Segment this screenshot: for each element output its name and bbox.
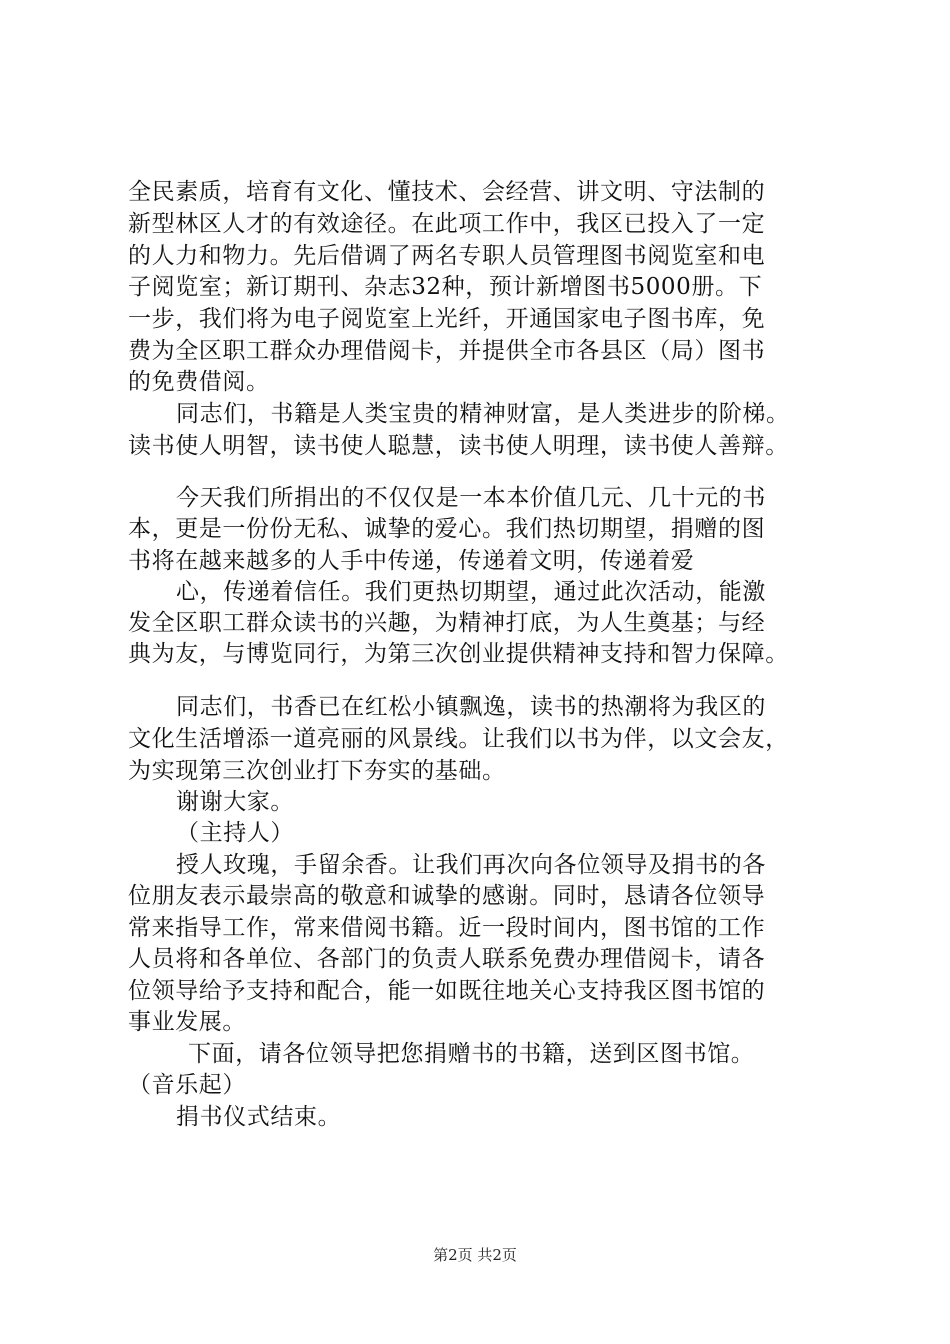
text-line: 常来指导工作，常来借阅书籍。近一段时间内，图书馆的工作 <box>128 915 766 941</box>
text-line: （音乐起） <box>128 1072 246 1098</box>
text-line: 的免费借阅。 <box>128 369 270 395</box>
text-line: 下面，请各位领导把您捐赠书的书籍，送到区图书馆。 <box>188 1041 755 1067</box>
text-line: 为实现第三次创业打下夯实的基础。 <box>128 758 506 784</box>
text-line: 心，传递着信任。我们更热切期望，通过此次活动，能激 <box>176 579 766 605</box>
text-line: 费为全区职工群众办理借阅卡，并提供全市各县区（局）图书 <box>128 338 766 364</box>
text-line: 谢谢大家。 <box>176 789 294 815</box>
text-line: 书将在越来越多的人手中传递，传递着文明，传递着爱 <box>128 548 695 574</box>
text-line: 捐书仪式结束。 <box>176 1104 342 1130</box>
text-line: 新型林区人才的有效途径。在此项工作中，我区已投入了一定 <box>128 211 766 237</box>
text-line: 事业发展。 <box>128 1009 246 1035</box>
text-line: 本，更是一份份无私、诚挚的爱心。我们热切期望，捐赠的图 <box>128 516 766 542</box>
text-line: 同志们，书籍是人类宝贵的精神财富，是人类进步的阶梯。 <box>176 401 790 427</box>
text-line: 的人力和物力。先后借调了两名专职人员管理图书阅览室和电 <box>128 243 766 269</box>
text-line: 子阅览室；新订期刊、杂志32种，预计新增图书5000册。下 <box>128 274 763 300</box>
page-footer: 第2页 共2页 <box>433 1246 517 1264</box>
text-line: 位领导给予支持和配合，能一如既往地关心支持我区图书馆的 <box>128 978 766 1004</box>
text-line: 一步，我们将为电子阅览室上光纤，开通国家电子图书库，免 <box>128 306 766 332</box>
text-line: 同志们，书香已在红松小镇飘逸，读书的热潮将为我区的 <box>176 694 766 720</box>
text-line: 位朋友表示最崇高的敬意和诚挚的感谢。同时，恳请各位领导 <box>128 883 766 909</box>
text-line: （主持人） <box>176 820 294 846</box>
text-line: 今天我们所捐出的不仅仅是一本本价值几元、几十元的书 <box>176 485 766 511</box>
text-line: 人员将和各单位、各部门的负责人联系免费办理借阅卡，请各 <box>128 946 766 972</box>
text-line: 授人玫瑰，手留余香。让我们再次向各位领导及捐书的各 <box>176 852 766 878</box>
text-line: 读书使人明智，读书使人聪慧，读书使人明理，读书使人善辩。 <box>128 433 789 459</box>
text-line: 全民素质，培育有文化、懂技术、会经营、讲文明、守法制的 <box>128 179 766 205</box>
text-line: 文化生活增添一道亮丽的风景线。让我们以书为伴，以文会友， <box>128 726 789 752</box>
text-line: 典为友，与博览同行，为第三次创业提供精神支持和智力保障。 <box>128 641 789 667</box>
text-line: 发全区职工群众读书的兴趣，为精神打底，为人生奠基；与经 <box>128 610 766 636</box>
